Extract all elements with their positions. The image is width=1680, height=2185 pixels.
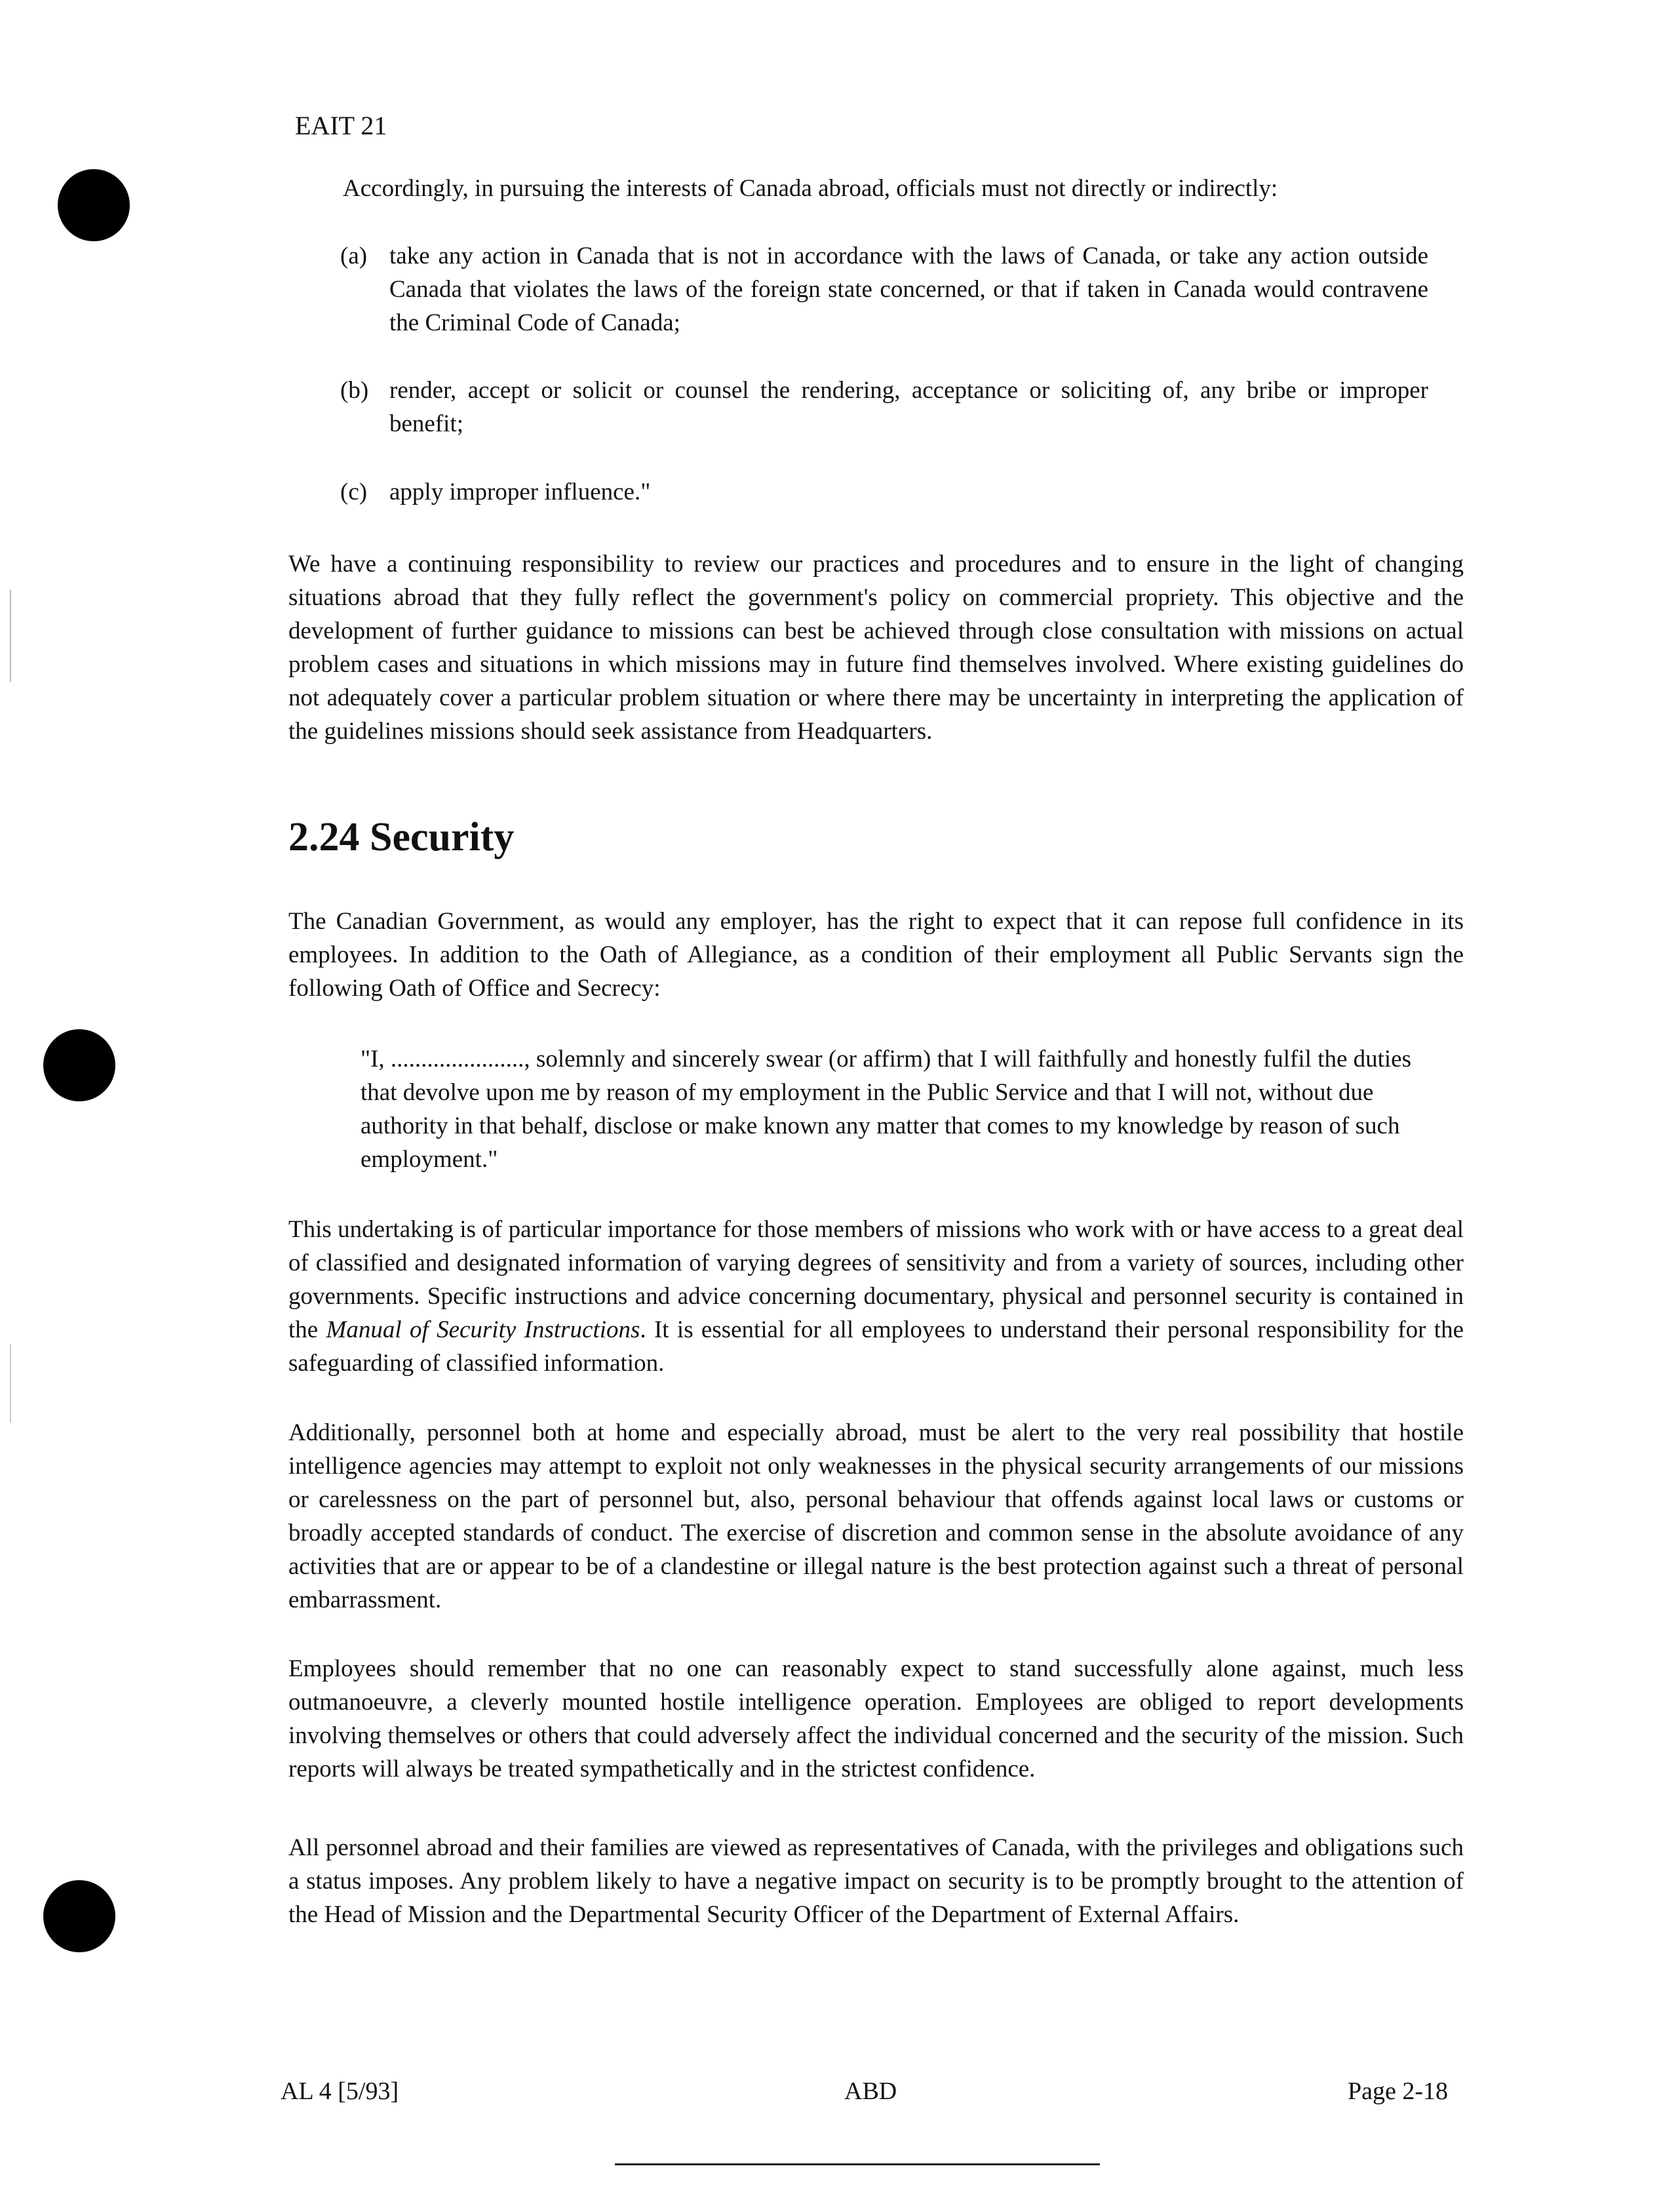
punch-hole-top xyxy=(58,169,130,241)
paragraph-reporting: Employees should remember that no one can reasonably expect to stand successfully alone against, much less outmanoeuvre, a cleverly mounted hostile intelligence operation. Employees are obliged to report developments involving themselves or others that could adversely affect the individual concerned and the security of the mission. Such reports will always be treated sympathetically and in the strictest confidence. xyxy=(288,1655,1464,1782)
footer-left: AL 4 [5/93] xyxy=(281,2077,399,2105)
footer-center: ABD xyxy=(844,2077,897,2105)
list-text: apply improper influence." xyxy=(389,479,651,505)
list-marker: (b) xyxy=(340,377,369,404)
intro-paragraph: Accordingly, in pursuing the interests of Canada abroad, officials must not directly or indirectly: xyxy=(343,175,1278,202)
punch-hole-middle xyxy=(43,1029,115,1101)
list-item-b xyxy=(340,374,1428,441)
footer-page-number: Page 2-18 xyxy=(1348,2077,1449,2105)
list-marker: (a) xyxy=(340,243,368,269)
scan-edge-mark xyxy=(10,1344,11,1423)
paragraph-undertaking xyxy=(288,1213,1464,1380)
section-heading: 2.24 Security xyxy=(288,815,515,859)
paragraph-responsibility: We have a continuing responsibility to review our practices and procedures and to ensure in the light of changing situations abroad that they fully reflect the government's policy on commercial propriety. This objective and the development of further guidance to missions can best be achieved through close consultation with missions on actual problem cases and situations in which missions may in future find themselves involved. Where existing guidelines do not adequately cover a particular problem situation or where there may be uncertainty in interpreting the application of the guidelines missions should seek assistance from Headquarters. xyxy=(288,551,1464,745)
list-text: take any action in Canada that is not in accordance with the laws of Canada, or take any action outside Canada that violates the laws of the foreign state concerned, or that if taken in Canada would contravene the Criminal Code of Canada; xyxy=(389,243,1428,336)
oath-quote: "I, ......................, solemnly and sincerely swear (or affirm) that I will faithfully and honestly fulfil the duties that devolve upon me by reason of my employment in the Public Service and that I will not, without due authority in that behalf, disclose or make known any matter that comes to my knowledge by reason of such employment." xyxy=(361,1046,1411,1173)
paragraph-hostile-intelligence: Additionally, personnel both at home and especially abroad, must be alert to the very real possibility that hostile intelligence agencies may attempt to exploit not only weaknesses in the physical security arrangements of our missions or carelessness on the part of personnel but, also, personal behaviour that offends against local laws or customs or broadly accepted standards of conduct. The exercise of discretion and common sense in the absolute avoidance of any activities that are or appear to be of a clandestine or illegal nature is the best protection against such a threat of personal embarrassment. xyxy=(288,1419,1464,1613)
manual-title: Manual of Security Instructions xyxy=(326,1316,640,1343)
scan-edge-mark xyxy=(10,590,11,682)
footer-rule xyxy=(615,2163,1100,2165)
list-marker: (c) xyxy=(340,479,368,505)
punch-hole-bottom xyxy=(43,1880,115,1952)
list-item-c xyxy=(340,475,1428,509)
paragraph-families: All personnel abroad and their families are viewed as representatives of Canada, with the privileges and obligations such a status imposes. Any problem likely to have a negative impact on security is to be promptly brought to the attention of the Head of Mission and the Departmental Security Officer of the Department of External Affairs. xyxy=(288,1834,1464,1928)
paragraph-confidence: The Canadian Government, as would any employer, has the right to expect that it can repose full confidence in its employees. In addition to the Oath of Allegiance, as a condition of their employment all Public Servants sign the following Oath of Office and Secrecy: xyxy=(288,908,1464,1002)
undertaking-text-before: This undertaking is of particular importance for those members of missions who work with or have access to a great deal of classified and designated information of varying degrees of sensitivity and from a variety of sources, including other governments. Specific instructions and advice concerning documentary, physical and personnel security is contained in the xyxy=(288,1216,1464,1343)
list-text: render, accept or solicit or counsel the rendering, acceptance or soliciting of, any bribe or improper benefit; xyxy=(389,377,1428,437)
undertaking-text-after: . It is essential for all employees to understand their personal responsibility for the safeguarding of classified information. xyxy=(288,1316,1464,1377)
document-code: EAIT 21 xyxy=(295,111,387,140)
list-item-a xyxy=(340,239,1428,340)
